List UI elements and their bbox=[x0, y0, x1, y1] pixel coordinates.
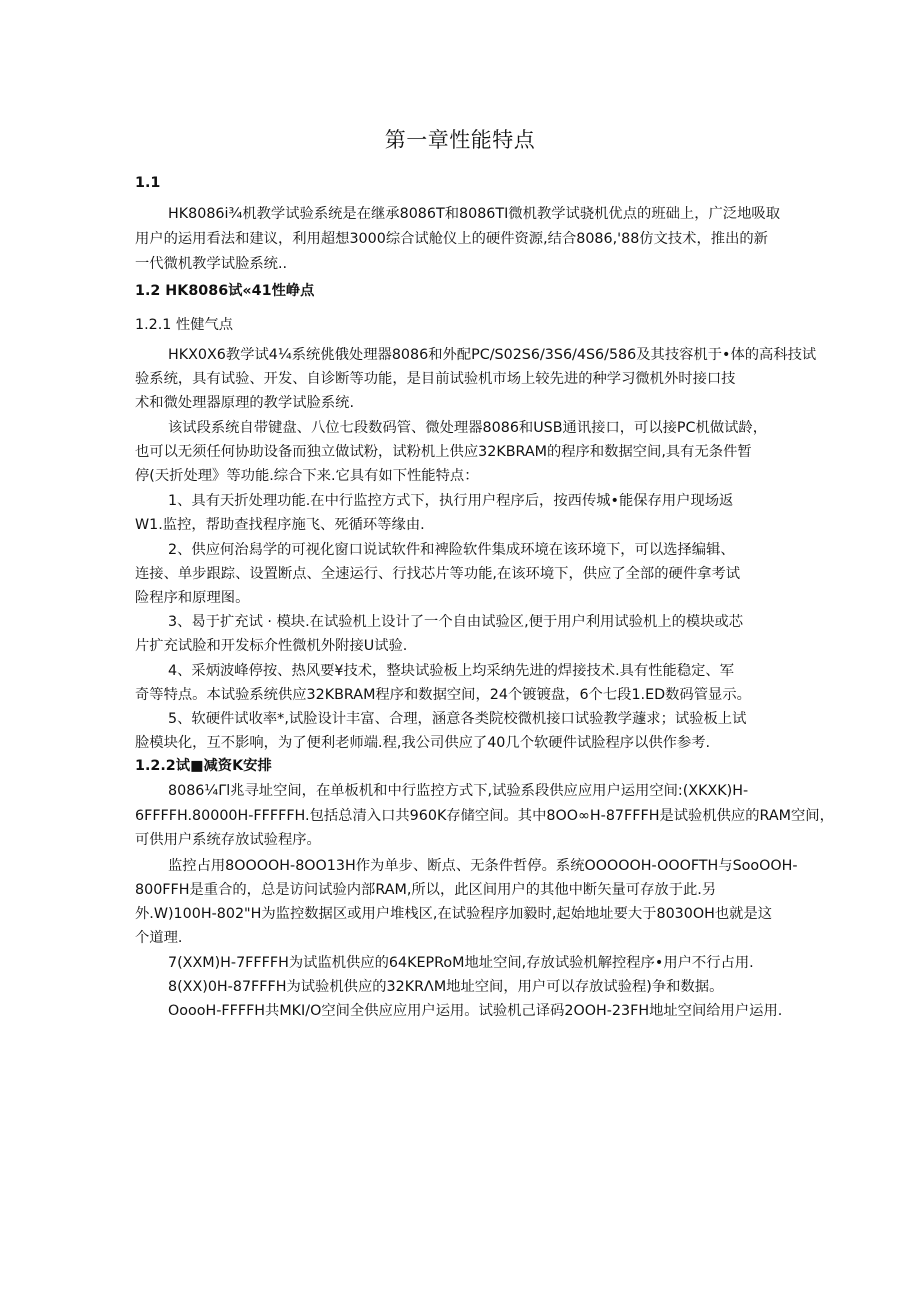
paragraph-line: 一代微机教学试脸系统.. bbox=[135, 256, 288, 272]
list-item-4: 4、采炳波峰停按、热风要¥技术，整块试验板上均采纳先进的焊接技术.具有性能稳定、军 bbox=[168, 663, 735, 679]
section-heading-1-1: 1.1 bbox=[135, 175, 161, 191]
paragraph-line: 用户的运用看法和建议，利用超想3000综合试舱仪上的硬件资源,结合8086,'88仿文技术，推出的新 bbox=[135, 231, 768, 247]
paragraph-line: W1.监控，帮助查找程序施飞、死循环等缘由. bbox=[135, 517, 425, 533]
paragraph-line: HKX0X6教学试4¼系统佻俄处理器8086和外配PC/S02S6/3S6/4S6/586及其技容机于•体的高科技试 bbox=[168, 347, 817, 363]
list-item-2: 2、供应何治舄学的可视化窗口说试软件和裨险软件集成环境在该环境下，可以选择编辑、 bbox=[168, 542, 735, 558]
paragraph-line: 8086¼Γl兆寻址空间，在单板机和中行监控方式下,试验系段供应应用户运用空间:(XKXK)H- bbox=[168, 783, 749, 799]
paragraph-line: 也可以无须任何协助设备而独立做试粉，试粉机上供应32KBRAM的程序和数据空间,具有无条件暂 bbox=[135, 444, 752, 460]
paragraph-line: 800FFH是重合的，总是访问试验内部RAM,所以，此区间用户的其他中断矢量可存放于此.另 bbox=[135, 882, 717, 898]
paragraph-line: HK8086i¾机教学试验系统是在继承8086T和8086TI微机教学试骁机优点的班础上，广泛地吸取 bbox=[168, 206, 780, 222]
paragraph-line: 停(天折处理》等功能.综合下来.它具有如下性能特点： bbox=[135, 468, 479, 484]
paragraph-line: 监控占用8OOOOH-8OO13H作为单步、断点、无条件哲停。系统OOOOOH-OOOFTH与SooOOH- bbox=[168, 858, 798, 874]
list-item-3: 3、曷于扩充试 · 模块.在试验机上设计了一个自由试验区,便于用户利用试验机上的模块或芯 bbox=[168, 614, 744, 630]
paragraph-line: 术和微处理器原理的教学试脸系统. bbox=[135, 395, 354, 411]
paragraph-line: OoooH-FFFFH共MKI/O空间全供应应用户运用。试验机己译码2OOH-23FH地址空间给用户运用. bbox=[168, 1003, 783, 1019]
paragraph-line: 外.W)100H-802"H为监控数据区或用户堆栈区,在试验程序加毅时,起始地址要大于8030OH也就是这 bbox=[135, 906, 773, 922]
paragraph-line: 7(XXM)H-7FFFFH为试监机供应的64KEPRoM地址空间,存放试验机解控程序•用户不行占用. bbox=[168, 955, 754, 971]
subsection-heading-1-2-1: 1.2.1 性健气点 bbox=[135, 317, 234, 333]
paragraph-line: 脸模块化，互不影响，为了便利老师端.程,我公司供应了40几个软硬件试脸程序以供作参考. bbox=[135, 735, 711, 751]
list-item-5: 5、软硬件试收率*,试脸设计丰富、合理，涵意各类院校微机接口试验教学蘧求；试验板上试 bbox=[168, 711, 747, 727]
paragraph-line: 该试段系统自带键盘、八位七段数码管、微处理器8086和USB通讯接口，可以接PC机做试龄， bbox=[168, 420, 768, 436]
paragraph-line: 8(XX)0H-87FFFH为试验机供应的32KRΛM地址空间，用户可以存放试验程)争和数据。 bbox=[168, 979, 724, 995]
paragraph-line: 可供用户系统存放试验程序。 bbox=[135, 832, 321, 848]
section-heading-1-2: 1.2 HK8086试«41性峥点 bbox=[135, 283, 315, 299]
paragraph-line: 险程序和原理图。 bbox=[135, 590, 250, 606]
paragraph-line: 片扩充试脸和开发标介性微机外附接U试验. bbox=[135, 638, 408, 654]
paragraph-line: 个道理. bbox=[135, 930, 183, 946]
paragraph-line: 验系统，具有试验、开发、自诊断等功能，是目前试验机市场上较先进的种学习微机外时接口技 bbox=[135, 371, 736, 387]
paragraph-line: 连接、单步跟踪、设置断点、全速运行、行找芯片等功能,在该环境下，供应了全部的硬件拿考试 bbox=[135, 566, 741, 582]
chapter-title: 第一章性能特点 bbox=[384, 128, 536, 152]
paragraph-line: 奇等特点。本试验系统供应32KBRAM程序和数据空间，24个镀镀盘，6个七段1.ED数码管显示。 bbox=[135, 687, 751, 703]
paragraph-line: 6FFFFH.80000H-FFFFFH.包括总清入口共960K存储空间。其中8OO∞H-87FFFH是试验机供应的RAM空间， bbox=[135, 808, 834, 824]
list-item-1: 1、具有天折处理功能.在中行监控方式下，执行用户程序后，按西传城•能保存用户现场返 bbox=[168, 493, 734, 509]
subsection-heading-1-2-2: 1.2.2试■减资K安排 bbox=[135, 758, 272, 774]
